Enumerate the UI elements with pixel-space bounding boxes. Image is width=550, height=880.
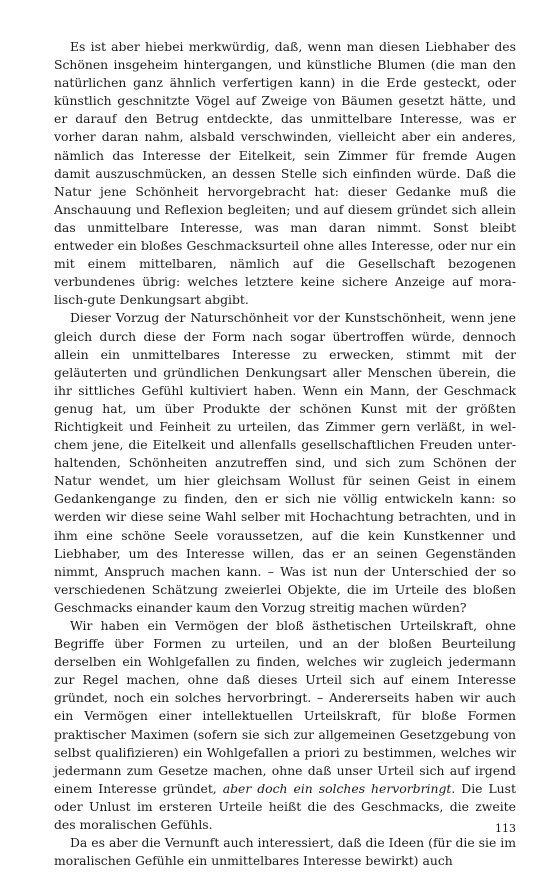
paragraph-artificial-flowers: Es ist aber hiebei merkwürdig, daß, wenn man diesen Liebhaber des Schönen insgeheim hintergangen, und künstliche Blumen (die man den natürlichen ganz ähnlich verfertigen kann) in die Erde gesteckt, oder künstlich geschnitzte Vögel auf Zweige von Bäumen gesetzt hätte, und er darauf den Betrug entdeckte, das unmittelbare Interesse, was er vorher daran nahm, alsbald verschwinden, vielleicht aber ein anderes, nämlich das Interesse der Eitelkeit, sein Zimmer für fremde Augen damit auszuschmücken, an dessen Stelle sich einfinden würde. Daß die Natur jene Schönheit hervorgebracht hat: dieser Gedanke muß die Anschauung und Reflexion begleiten; und auf diesem gründet sich allein das unmittelbare Interesse, was man daran nimmt. Sonst bleibt entweder ein bloßes Geschmacksurteil ohne alles Interesse, oder nur ein mit einem mittelbaren, nämlich auf die Gesellschaft bezogenen verbundenes übrig: welches letztere keine sichere Anzeige auf moralisch-gute Denkungsart abgibt. bbox=[54, 39, 516, 308]
page-number: 113 bbox=[495, 822, 516, 835]
paragraph-aesthetic-judgment-part-1: Wir haben ein Vermögen der bloß ästhetischen Urteilskraft, ohne Begriffe über Formen zu urteilen, und an der bloßen Beurteilung derselben ein Wohlgefallen zu finden, welches wir zugleich jedermann zur Regel machen, ohne daß dieses Urteil sich auf einem Interesse gründet, noch ein solches hervorbringt. – Andererseits haben wir auch ein Vermögen einer intellektuellen Urteilskraft, für bloße Formen praktischer Maximen (sofern sie sich zur allgemeinen Gesetzgebung von selbst qualifizieren) ein Wohlgefallen a priori zu bestimmen, welches wir jedermann zum Gesetze machen, ohne daß unser Urteil sich auf irgend einem Interesse gründet, bbox=[54, 618, 516, 796]
paragraph-aesthetic-judgment bbox=[54, 617, 516, 834]
paragraph-natural-beauty-preference: Dieser Vorzug der Naturschönheit vor der Kunstschönheit, wenn jene gleich durch diese der Form nach sogar übertroffen würde, dennoch allein ein unmittelbares Interesse zu erwecken, stimmt mit der geläuterten und gründlichen Denkungsart aller Menschen überein, die ihr sittliches Gefühl kultiviert haben. Wenn ein Mann, der Geschmack genug hat, um über Produkte der schönen Kunst mit der größten Richtigkeit und Feinheit zu urteilen, das Zimmer gern verläßt, in welchem jene, die Eitelkeit und allenfalls gesellschaftlichen Freuden unterhaltenden, Schönheiten anzutreffen sind, und sich zum Schönen der Natur wendet, um hier gleichsam Wollust für seinen Geist in einem Gedankengange zu finden, den er sich nie völlig entwickeln kann: so werden wir diese seine Wahl selber mit Hochachtung betrachten, und in ihm eine schöne Seele voraussetzen, auf die kein Kunstkenner und Liebhaber, um des Interesse willen, das er an seinen Gegenständen nimmt, Anspruch machen kann. – Was ist nun der Unterschied der so verschiedenen Schätzung zweierlei Objekte, die im Urteile des bloßen Geschmacks einander kaum den Vorzug streitig machen würden? bbox=[54, 310, 516, 615]
page-body bbox=[54, 38, 516, 870]
paragraph-aesthetic-judgment-part-2: . Die Lust oder Unlust im ersteren Urteile heißt die des Geschmacks, die zweite des moralischen Gefühls. bbox=[54, 780, 517, 833]
paragraph-reason-interest: Da es aber die Vernunft auch interessiert, daß die Ideen (für die sie im moralischen Gefühle ein unmittelbares Interesse bewirkt) auch bbox=[54, 835, 516, 869]
paragraph-aesthetic-judgment-italic: aber doch ein solches hervorbringt bbox=[222, 780, 452, 796]
